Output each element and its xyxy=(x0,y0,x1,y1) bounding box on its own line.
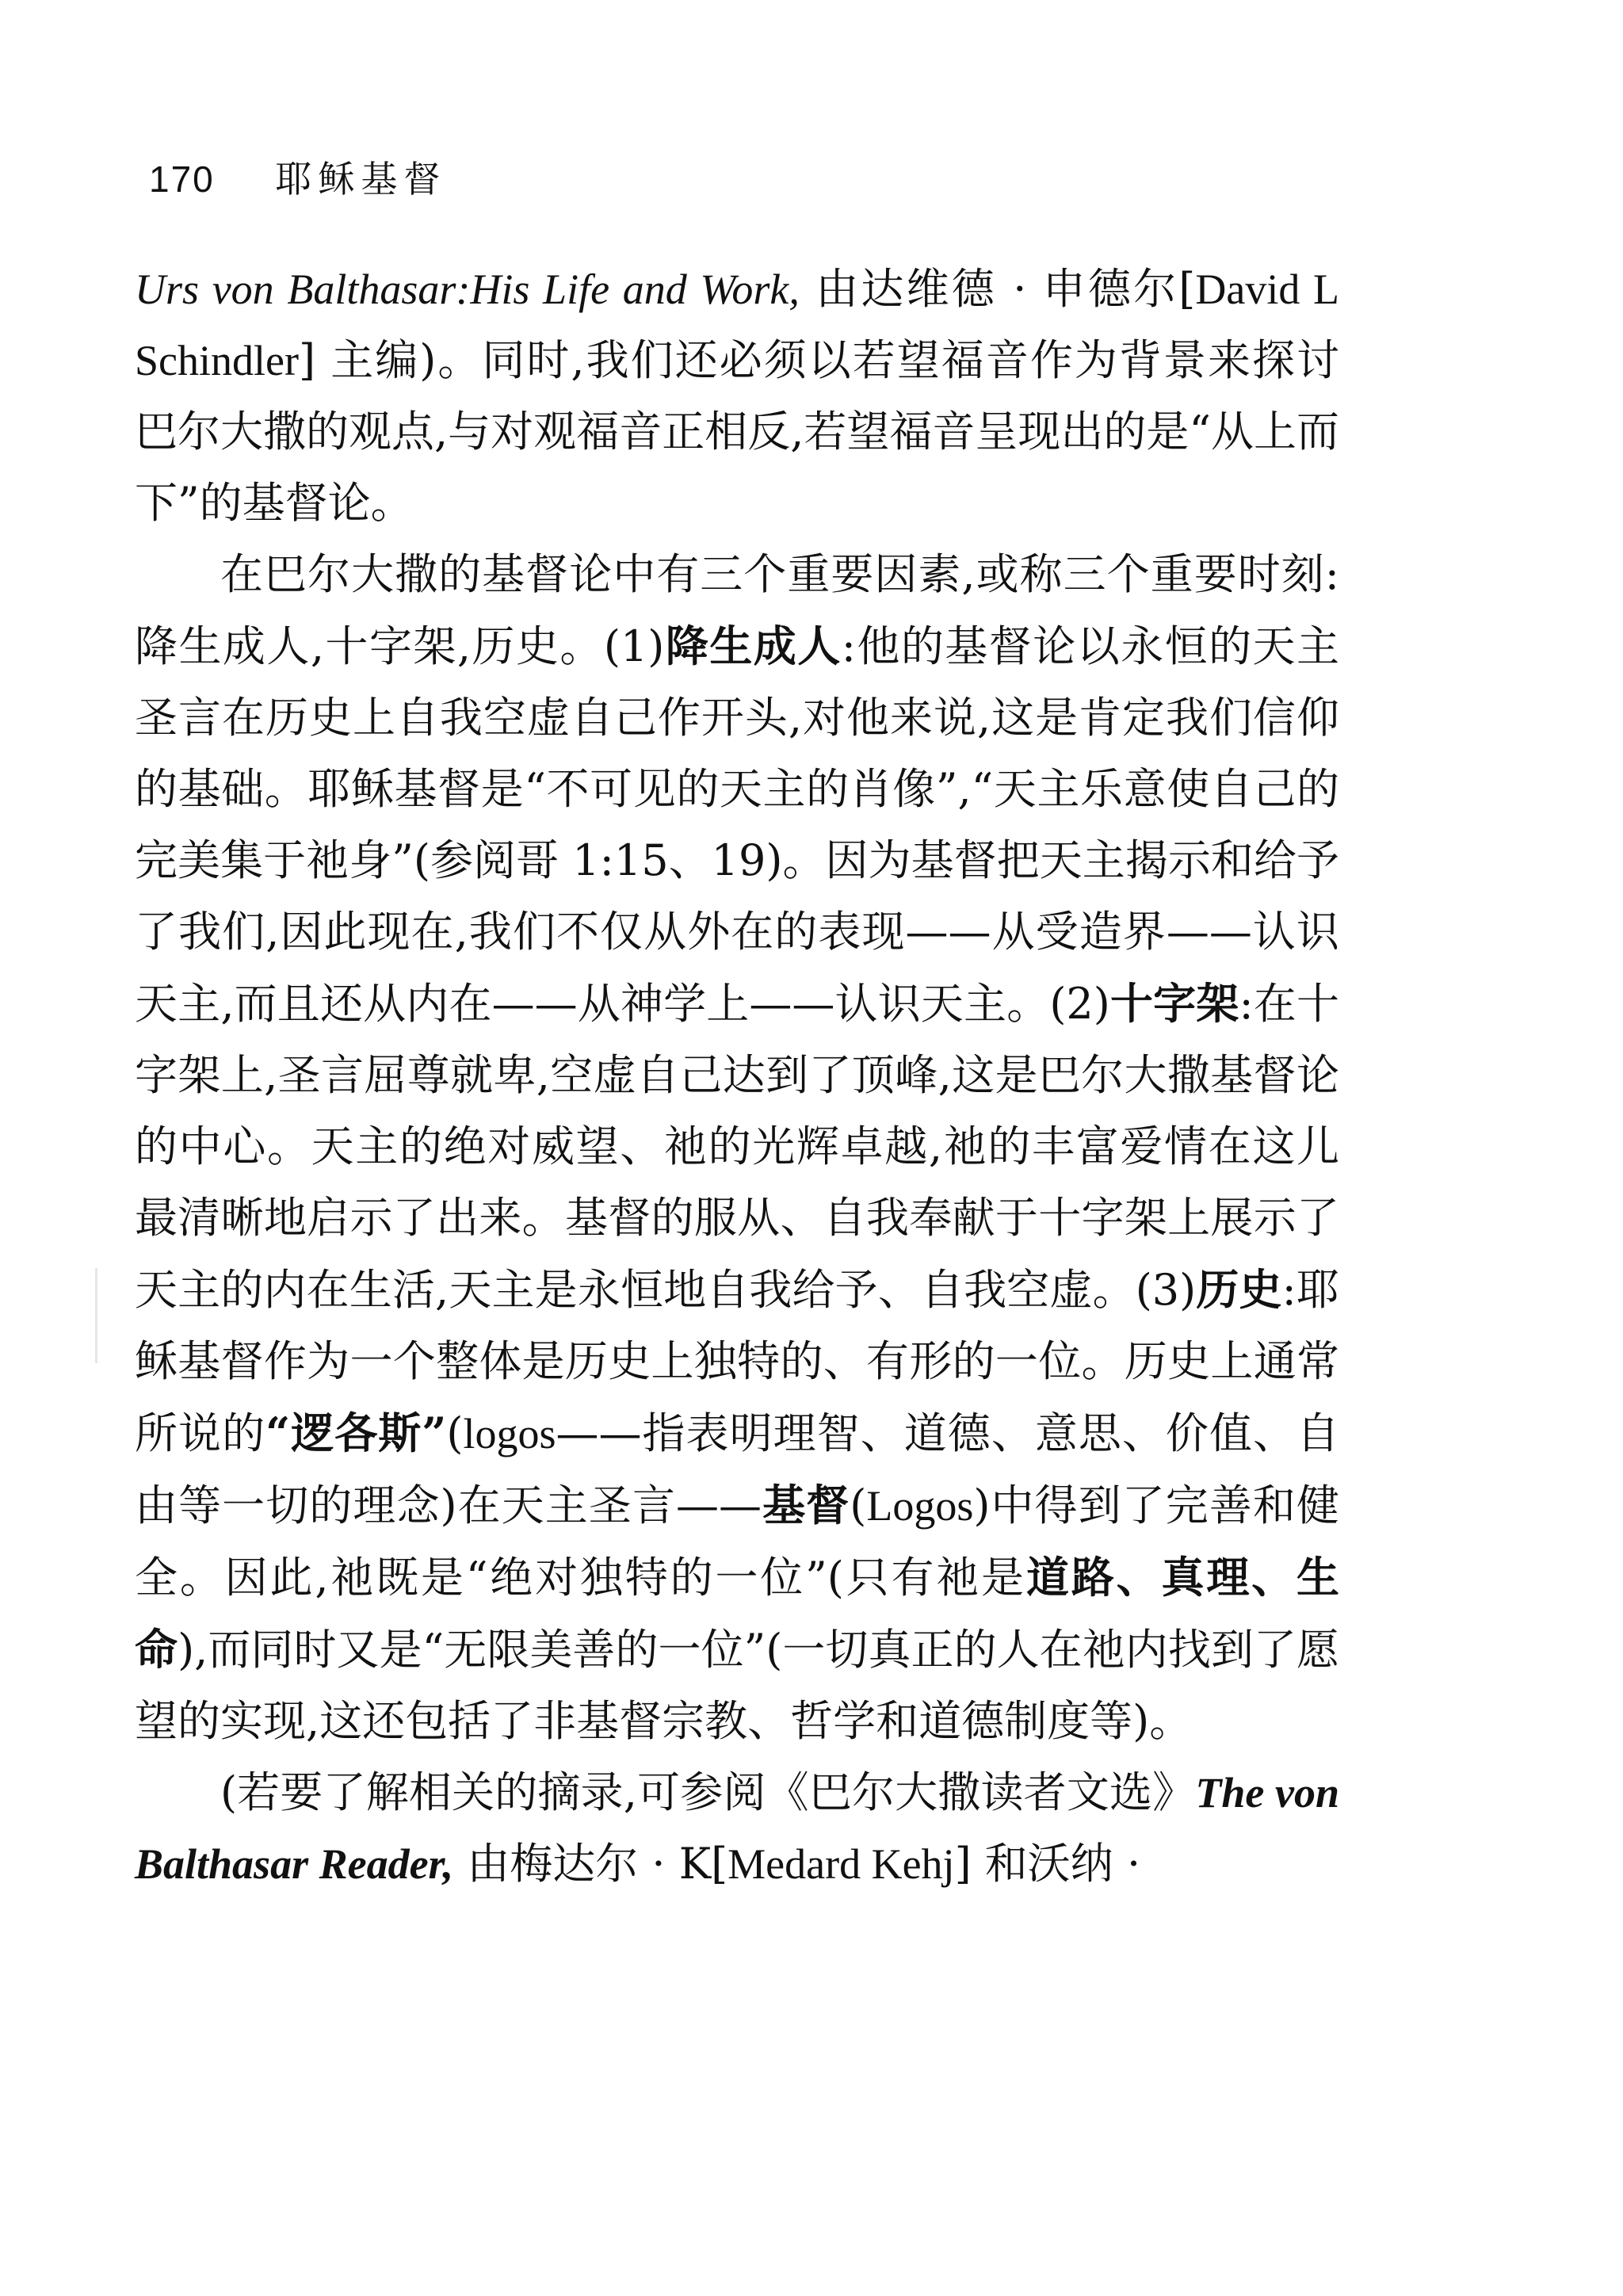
text-run: 在巴尔大撒的基督论中有三个重要因素,或称三个重要时刻:降生成人,十字架,历史。(1) xyxy=(135,549,1339,671)
text-run: Medard Kehj xyxy=(727,1840,955,1888)
text-run: Urs von Balthasar:His Life and Work, xyxy=(135,266,800,313)
text-run: :在十字架上,圣言屈尊就卑,空虚自己达到了顶峰,这是巴尔大撒基督论的中心。天主的绝对威望、祂的光辉卓越,祂的丰富爱情在这儿最清晰地启示了出来。基督的服从、自我奉献于十字架上展示了天主的内在生活,天主是永恒地自我给予、自我空虚。(3) xyxy=(135,979,1339,1315)
text-run: ( xyxy=(446,1408,464,1458)
text-run: 由达维德 · 申德尔[ xyxy=(799,264,1196,314)
text-run: logos xyxy=(463,1410,556,1457)
text-run: 道路、真理、生命 xyxy=(135,1552,1339,1675)
body-text xyxy=(135,254,1339,1900)
text-run: (若要了解相关的摘录,可参阅《巴尔大撒读者文选》 xyxy=(220,1767,1196,1817)
text-run: ] 主编)。同时,我们还必须以若望福音作为背景来探讨巴尔大撒的观点,与对观福音正相反,若望福音呈现出的是“从上而下”的基督论。 xyxy=(135,335,1339,528)
page-number: 170 xyxy=(149,159,215,200)
text-run: Logos xyxy=(866,1482,974,1530)
text-run: :耶稣基督作为一个整体是历史上独特的、有形的一位。历史上通常所说的 xyxy=(135,1265,1339,1458)
running-title: 耶稣基督 xyxy=(275,158,447,201)
text-run: )中得到了完善和健全。因此,祂既是“绝对独特的一位”(只有祂是 xyxy=(135,1480,1339,1603)
text-run: ),而同时又是“无限美善的一位”(一切真正的人在祂内找到了愿望的实现,这还包括了非基督宗教、哲学和道德制度等)。 xyxy=(135,1625,1340,1746)
running-header xyxy=(149,151,446,203)
text-run: ] 和沃纳 · xyxy=(954,1839,1141,1889)
paragraph xyxy=(135,254,1339,539)
scan-margin-mark xyxy=(95,1268,97,1363)
paragraph xyxy=(135,539,1339,1757)
text-run: 由梅达尔 · K[ xyxy=(453,1839,728,1889)
text-run: 十字架 xyxy=(1109,978,1239,1029)
text-run: :他的基督论以永恒的天主圣言在历史上自我空虚自己作开头,对他来说,这是肯定我们信仰的基础。耶稣基督是“不可见的天主的肖像”,“天主乐意使自己的完美集于祂身”(参阅哥 1:15、19)。因为基督把天主揭示和给予了我们,因此现在,我们不仅从外在的表现——从受造界——认识天主,而且还从内在——从神学上——认识天主。(2) xyxy=(135,621,1340,1029)
paragraph xyxy=(135,1757,1339,1900)
text-run: “逻各斯” xyxy=(265,1408,447,1458)
text-run: David L Schindler xyxy=(135,266,1340,384)
text-run: ( xyxy=(850,1480,867,1530)
text-run: ——指表明理智、道德、意思、价值、自由等一切的理念)在天主圣言—— xyxy=(135,1408,1340,1530)
text-run: 降生成人 xyxy=(664,621,842,671)
text-run: The von Balthasar Reader, xyxy=(135,1769,1339,1888)
text-run: 历史 xyxy=(1196,1264,1282,1315)
text-run: 基督 xyxy=(762,1480,850,1530)
